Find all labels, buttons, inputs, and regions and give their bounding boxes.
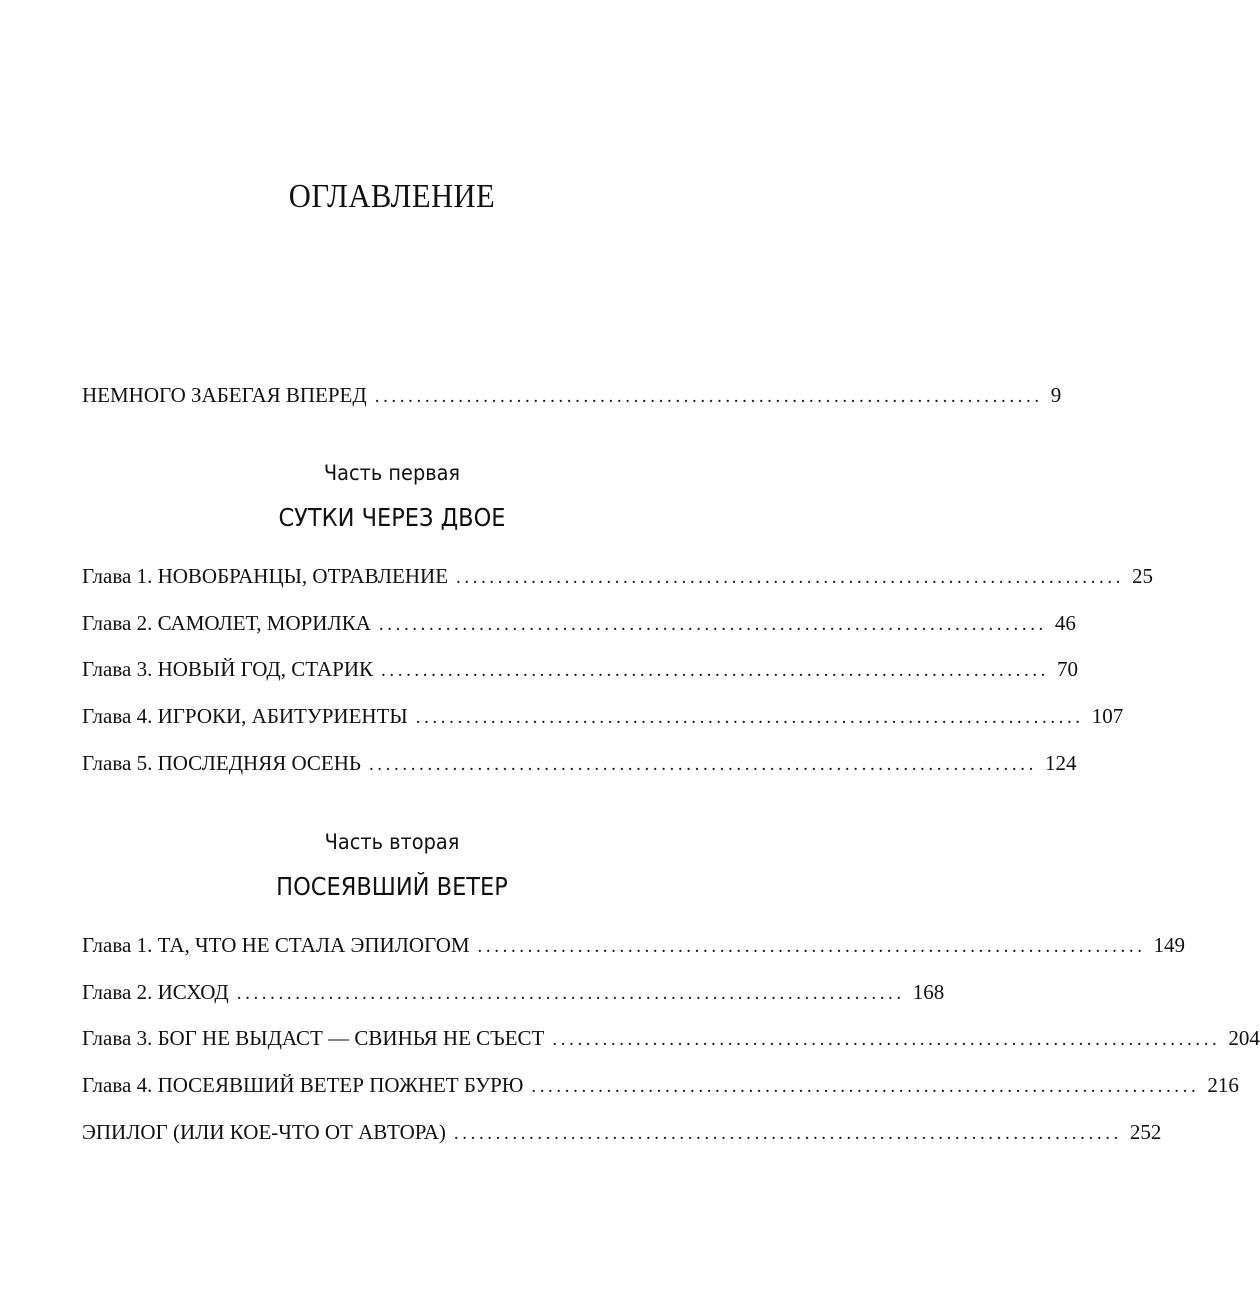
toc-entry-page: 107 — [1091, 704, 1124, 728]
dot-leader: ................................................................................ — [378, 614, 1047, 635]
toc-entry-label: Глава 1. ТА, ЧТО НЕ СТАЛА ЭПИЛОГОМ — [82, 933, 470, 957]
dot-leader: ................................................................................ — [381, 660, 1050, 681]
toc-entry-label: ЭПИЛОГ (ИЛИ КОЕ-ЧТО ОТ АВТОРА) — [82, 1120, 446, 1144]
dot-leader: ................................................................................ — [415, 707, 1084, 728]
toc-entry-part1-ch3 — [82, 657, 1079, 687]
toc-entry-page: 252 — [1129, 1120, 1162, 1144]
toc-entry-page: 216 — [1207, 1073, 1239, 1097]
part-2-label: Часть вторая — [324, 830, 460, 854]
toc-entry-label: Глава 1. НОВОБРАНЦЫ, ОТРАВЛЕНИЕ — [82, 564, 449, 588]
part-2-title: ПОСЕЯВШИЙ ВЕТЕР — [276, 872, 508, 901]
toc-entry-page: 25 — [1132, 564, 1154, 588]
part-1-title: СУТКИ ЧЕРЕЗ ДВОЕ — [278, 503, 506, 532]
toc-entry-label: Глава 2. САМОЛЕТ, МОРИЛКА — [82, 611, 371, 635]
toc-entry-label: Глава 2. ИСХОД — [82, 980, 229, 1004]
toc-entry-label: Глава 4. ПОСЕЯВШИЙ ВЕТЕР ПОЖНЕТ БУРЮ — [82, 1073, 524, 1097]
toc-entry-label: НЕМНОГО ЗАБЕГАЯ ВПЕРЕД — [82, 383, 367, 407]
part-1-label: Часть первая — [323, 461, 461, 485]
toc-entry-page: 168 — [912, 980, 945, 1004]
toc-entry-part2-ch4 — [82, 1073, 1239, 1103]
toc-entry-label: Глава 3. НОВЫЙ ГОД, СТАРИК — [82, 657, 374, 681]
toc-entry-label: Глава 5. ПОСЛЕДНЯЯ ОСЕНЬ — [82, 751, 361, 775]
dot-leader: ................................................................................ — [531, 1076, 1200, 1097]
dot-leader: ................................................................................ — [552, 1029, 1221, 1050]
toc-entry-part1-ch5 — [82, 751, 1077, 781]
toc-entry-page: 149 — [1153, 933, 1186, 957]
page-title: ОГЛАВЛЕНИЕ — [288, 178, 496, 215]
toc-entry-part2-ch2 — [82, 980, 945, 1010]
toc-entry-epilogue — [82, 1120, 1162, 1150]
toc-entry-part1-ch4 — [82, 704, 1124, 734]
toc-entry-part2-ch1 — [82, 933, 1186, 963]
dot-leader: ................................................................................ — [456, 567, 1125, 588]
dot-leader: ................................................................................ — [236, 983, 905, 1004]
toc-entry-page: 46 — [1054, 611, 1076, 635]
toc-entry-page: 204 — [1228, 1026, 1260, 1050]
dot-leader: ................................................................................ — [374, 386, 1043, 407]
toc-entry-page: 124 — [1044, 751, 1077, 775]
toc-entry-page: 70 — [1057, 657, 1079, 681]
toc-entry-label: Глава 3. БОГ НЕ ВЫДАСТ — СВИНЬЯ НЕ СЪЕСТ — [82, 1026, 545, 1050]
toc-entry-label: Глава 4. ИГРОКИ, АБИТУРИЕНТЫ — [82, 704, 408, 728]
toc-entry-part1-ch1 — [82, 564, 1154, 594]
dot-leader: ................................................................................ — [453, 1123, 1122, 1144]
toc-entry-prelude — [82, 383, 1062, 413]
toc-entry-part1-ch2 — [82, 611, 1076, 641]
dot-leader: ................................................................................ — [368, 754, 1037, 775]
toc-entry-part2-ch3 — [82, 1026, 1260, 1056]
toc-entry-page: 9 — [1050, 383, 1062, 407]
dot-leader: ................................................................................ — [477, 936, 1146, 957]
